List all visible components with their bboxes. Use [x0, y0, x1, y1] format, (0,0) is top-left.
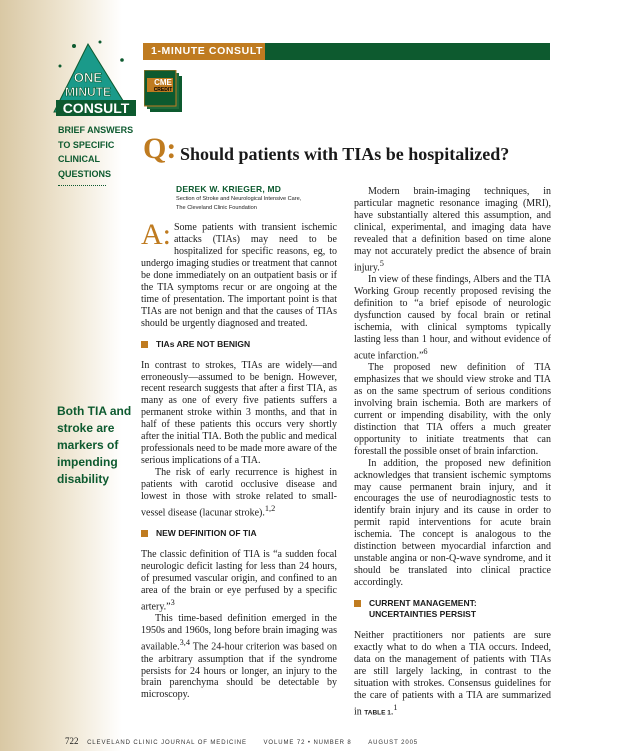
question-marker: Q:: [143, 132, 177, 165]
page-footer: [65, 736, 418, 746]
heading-bullet: [354, 600, 361, 607]
tagline-line: QUESTIONS: [58, 168, 112, 179]
section-heading-not-benign: [141, 339, 337, 350]
logo-line-consult: CONSULT: [62, 100, 130, 116]
cme-label: [152, 79, 174, 94]
reference-marker: 6: [423, 346, 428, 356]
body-paragraph: [141, 549, 337, 613]
reference-marker: 5: [379, 258, 384, 268]
paragraph-text: In view of these findings, Albers and the TIA Working Group recently proposed revising the definition to “a brief episode of neurologic dysfunction caused by focal brain or retinal ischemia, with clinical symptoms typically lasting less than 1 hour, and without evidence of acute infarction.”: [354, 274, 551, 362]
body-paragraph: In contrast to strokes, TIAs are widely—and erroneously—assumed to be benign. However, recent research suggests that after a first TIA, as many as one of every five patients suffers a permanent stroke within 3 months, and that in half of these patients this occurs very shortly after the initial TIA. Both the public and medical professionals need to be made more aware of the serious implications of a TIA.: [141, 359, 337, 467]
reference-marker: 1,2: [264, 504, 276, 514]
body-paragraph: [354, 186, 551, 274]
affiliation-line: The Cleveland Clinic Foundation: [176, 204, 257, 211]
page-number: 722: [65, 736, 79, 746]
affiliation-line: Section of Stroke and Neurological Intensive Care,: [176, 196, 302, 202]
heading-text: TIAs ARE NOT BENIGN: [156, 338, 251, 349]
pull-quote: [57, 403, 137, 488]
paragraph-text: The classic definition of TIA is “a sudden focal neurologic deficit lasting for less than 24 hours, of presumed vascular origin, and confined to an area of the brain or eye perfused by a specific artery.”: [141, 549, 337, 613]
heading-bullet: [141, 341, 148, 348]
pull-quote-line: impending: [57, 455, 118, 469]
heading-text: NEW DEFINITION OF TIA: [156, 528, 257, 539]
answer-paragraph: [141, 218, 337, 330]
journal-volume: VOLUME 72 • NUMBER 8: [263, 740, 352, 746]
tagline-line: CLINICAL: [58, 154, 100, 165]
answer-marker: A:: [141, 218, 171, 251]
reference-marker: 1: [393, 702, 398, 712]
article-title: Should patients with TIAs be hospitalized?: [180, 144, 510, 164]
series-tagline: [58, 123, 138, 181]
pull-quote-line: disability: [57, 472, 110, 486]
logo-line-one: ONE: [73, 70, 103, 85]
pull-quote-line: Both TIA and: [57, 404, 132, 418]
author-affiliation: [176, 195, 356, 212]
body-paragraph: [354, 274, 551, 362]
cme-label-main: CME: [154, 78, 172, 87]
paragraph-text: Neither practitioners nor patients are sure exactly what to do when a TIA occurs. Indeed, data on the management of patients with TIAs are still largely lacking, in contrast to the situation with strokes. Consensus guidelines for the care of patients with a TIA are summarized in: [354, 630, 551, 718]
body-paragraph: [141, 613, 337, 701]
paragraph-text: The risk of early recurrence is highest in patients with carotid occlusive disease and lowest in those with stroke related to small-vessel disease (lacunar stroke).: [141, 467, 337, 519]
table-reference[interactable]: TABLE 1: [364, 709, 391, 717]
tagline-divider: [58, 185, 106, 186]
reference-marker: 3,4: [179, 638, 191, 648]
pull-quote-line: stroke are: [57, 421, 115, 435]
section-label: 1-MINUTE CONSULT: [143, 43, 265, 60]
heading-bullet: [141, 530, 148, 537]
logo-graphic: [52, 38, 140, 120]
answer-text: Some patients with transient ischemic attacks (TIAs) may need to be hospitalized for specific reasons, eg, to undergo imaging studies or treatment that cannot be done immediately on an outpatient basis or if the TIA symptoms recur or are ongoing at the time of presentation. The important point is that TIAs are not benign and that the causes of TIAs should be urgently diagnosed and treated.: [141, 222, 337, 329]
paragraph-text: Modern brain-imaging techniques, in particular magnetic resonance imaging (MRI), have substantially altered this assumption, and clinical, experimental, and imaging data have revealed that a definition based on time alone may not accurately predict the absence of brain injury.: [354, 186, 551, 274]
section-heading-current-management: [354, 598, 551, 620]
body-paragraph: [354, 630, 551, 719]
journal-name: CLEVELAND CLINIC JOURNAL OF MEDICINE: [87, 740, 247, 746]
body-paragraph: The proposed new definition of TIA emphasizes that we should view stroke and TIA as on the same spectrum of serious conditions involving brain ischemia. Both are markers of current or impending disability, with the only distinction that TIA offers a much greater opportunity to initiate treatments that can forestall the possible onset of brain infarction.: [354, 362, 551, 457]
journal-date: AUGUST 2005: [368, 740, 419, 746]
section-heading-new-definition: [141, 528, 337, 539]
body-column-left: [141, 218, 337, 701]
heading-text: UNCERTAINTIES PERSIST: [369, 609, 477, 620]
body-paragraph: [141, 467, 337, 519]
author-name: DEREK W. KRIEGER, MD: [176, 184, 282, 194]
body-column-right: [354, 186, 551, 719]
pull-quote-line: markers of: [57, 438, 119, 452]
logo-line-minute: MINUTE: [65, 85, 111, 99]
cme-label-credit: CREDIT: [153, 87, 173, 93]
paragraph-text: The 24-hour criterion was based on the arbitrary assumption that if the syndrome persists for 24 hours or longer, an injury to the brain parenchyma should be detectable by microscopy.: [141, 641, 337, 701]
heading-text: CURRENT MANAGEMENT:: [369, 598, 477, 609]
paragraph-text: .: [390, 706, 394, 718]
tagline-line: BRIEF ANSWERS: [58, 125, 134, 135]
tagline-line: TO SPECIFIC: [58, 139, 115, 150]
paragraph-text: This time-based definition emerged in the 1950s and 1960s, long before brain imaging was available.: [141, 613, 337, 653]
one-minute-consult-logo: [52, 38, 140, 120]
reference-marker: 3: [170, 598, 175, 608]
body-paragraph: In addition, the proposed new definition acknowledges that transient ischemic symptoms may cause permanent brain injury, and it encourages the use of neurodiagnostic tests to identify brain injury and its cause in order to permit rapid interventions for acute brain ischemia. The concept is analogous to the distinction between myocardial infarction and unstable angina or non-Q-wave syndrome, and it should be translated into clinical practice accordingly.: [354, 457, 551, 589]
